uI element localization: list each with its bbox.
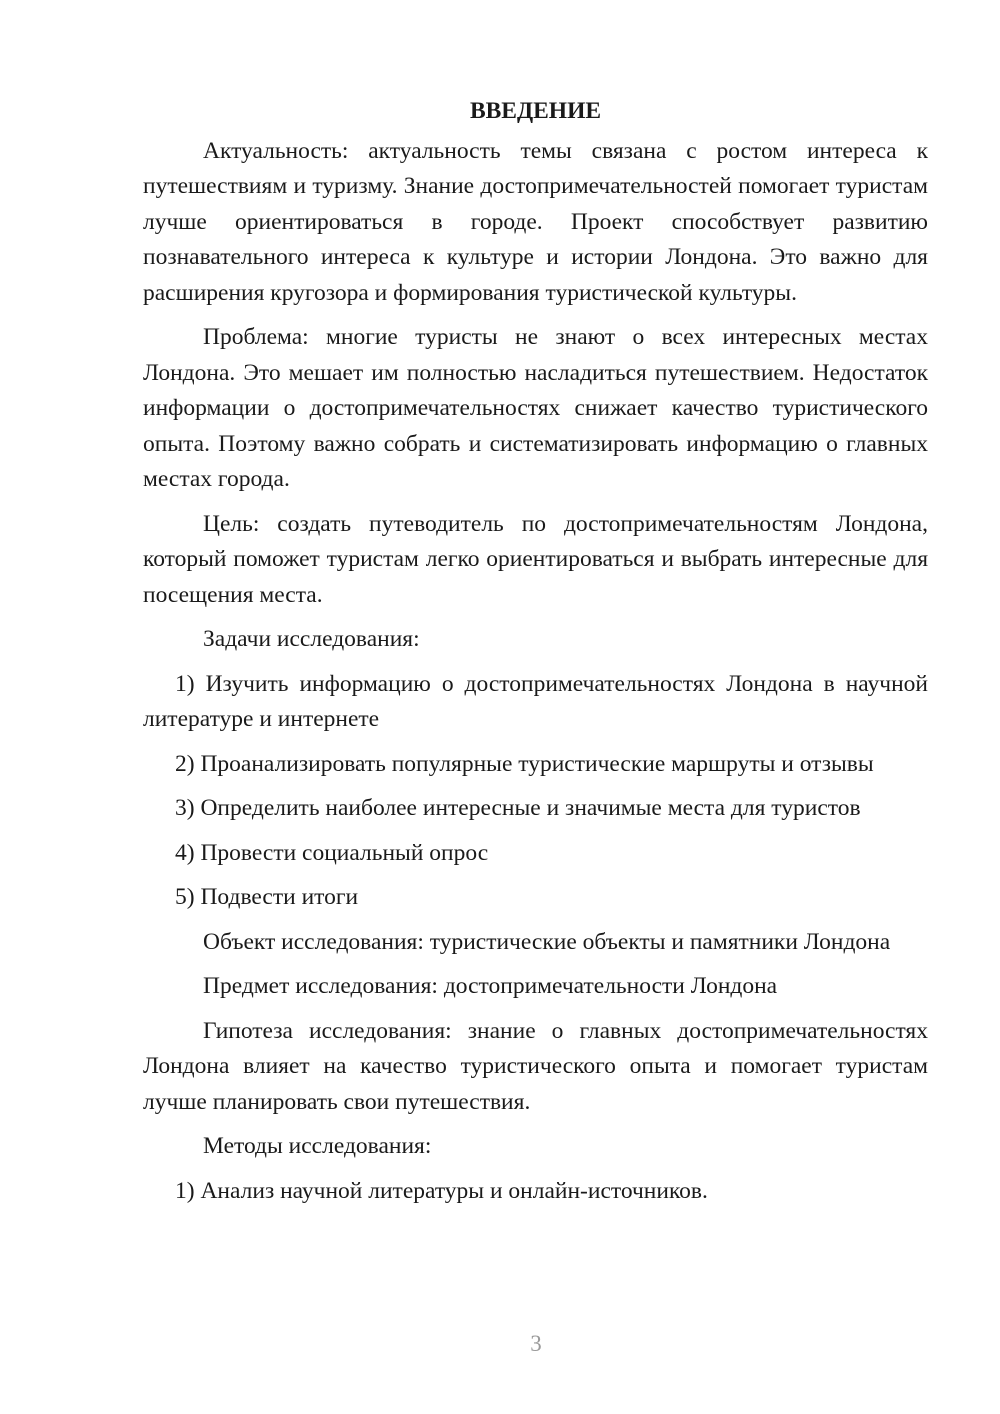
task-item: 2) Проанализировать популярные туристические маршруты и отзывы bbox=[175, 750, 874, 777]
goal-paragraph: Цель: создать путеводитель по достопримечательностям Лондона, который поможет туристам легко ориентироваться и выбрать интересные для посещения места. bbox=[143, 510, 928, 608]
method-item: 1) Анализ научной литературы и онлайн-источников. bbox=[175, 1177, 708, 1204]
page-content bbox=[143, 94, 928, 1209]
task-item: 4) Провести социальный опрос bbox=[175, 839, 489, 866]
task-item: 5) Подвести итоги bbox=[175, 884, 359, 910]
tasks-title: Задачи исследования: bbox=[203, 626, 420, 652]
problem-paragraph: Проблема: многие туристы не знают о всех интересных местах Лондона. Это мешает им полностью насладиться путешествием. Недостаток информации о достопримечательностях снижает качество туристического опыта. Поэтому важно собрать и систематизировать информацию о главных местах города. bbox=[143, 324, 928, 492]
task-item: 1) Изучить информацию о достопримечательностях Лондона в научной литературе и интернете bbox=[143, 670, 928, 732]
methods-title: Методы исследования: bbox=[203, 1133, 432, 1159]
object-paragraph: Объект исследования: туристические объекты и памятники Лондона bbox=[203, 928, 891, 955]
relevance-paragraph: Актуальность: актуальность темы связана с ростом интереса к путешествиям и туризму. Знание достопримечательностей помогает туристам лучше ориентироваться в городе. Проект способствует развитию познавательного интереса к культуре и истории Лондона. Это важно для расширения кругозора и формирования туристической культуры. bbox=[143, 137, 928, 306]
task-item: 3) Определить наиболее интересные и значимые места для туристов bbox=[175, 795, 861, 821]
page-title: ВВЕДЕНИЕ bbox=[469, 98, 602, 124]
subject-paragraph: Предмет исследования: достопримечательности Лондона bbox=[203, 973, 778, 999]
hypothesis-paragraph: Гипотеза исследования: знание о главных достопримечательностях Лондона влияет на качество туристического опыта и помогает туристам лучше планировать свои путешествия. bbox=[143, 1017, 928, 1115]
page-number: 3 bbox=[530, 1331, 542, 1356]
